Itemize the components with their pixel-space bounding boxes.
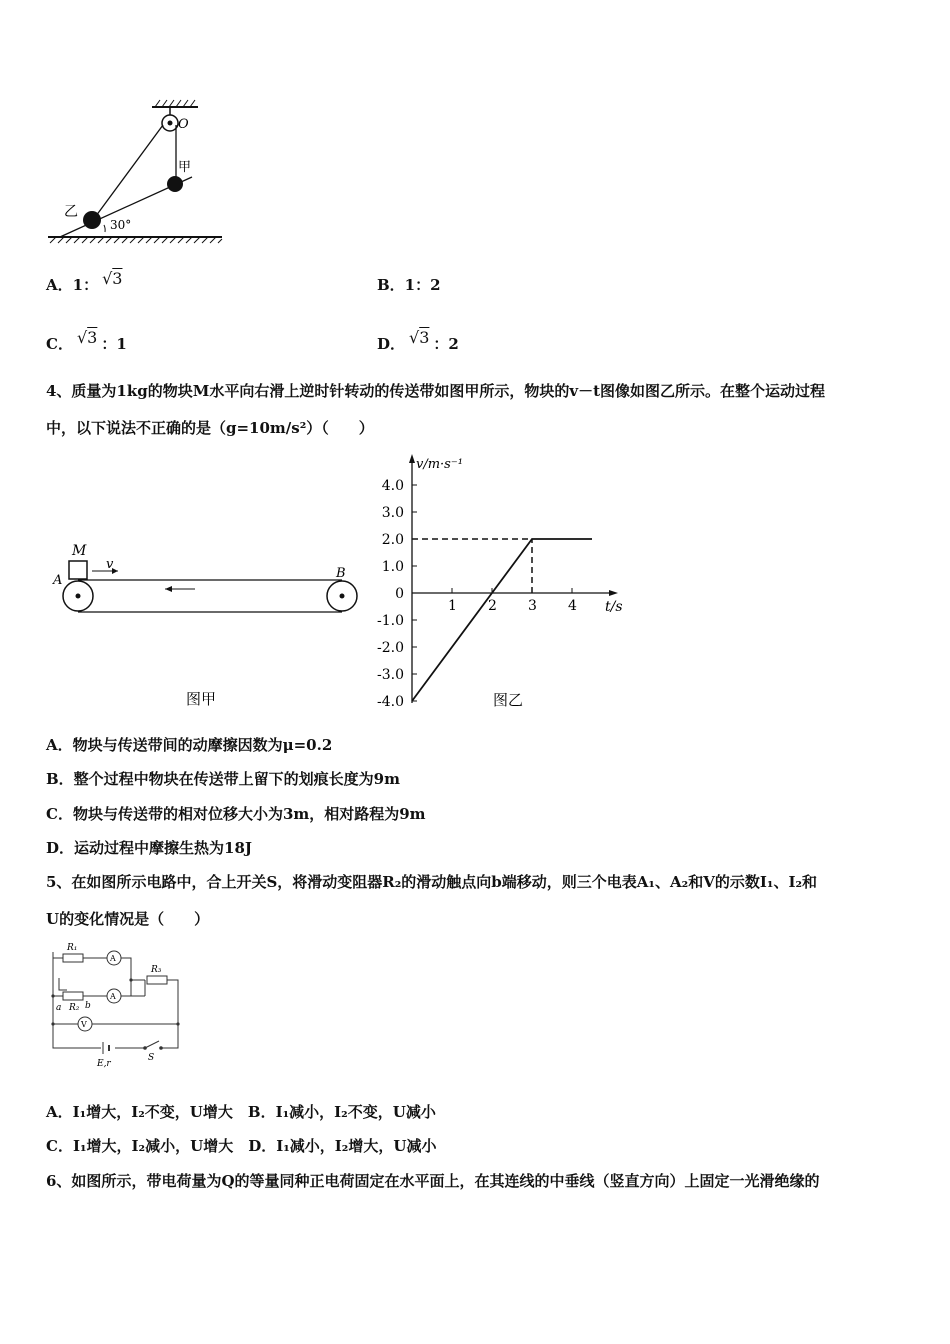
voltmeter-icon: V <box>81 1020 87 1029</box>
q4-stem-line2: 中，以下说法不正确的是（g=10m/s²）（ ） <box>46 419 374 437</box>
label-m: M <box>72 543 87 559</box>
y-axis-label: v/m·s⁻¹ <box>416 457 463 472</box>
label-r1: R₁ <box>67 943 78 953</box>
label-r2: R₂ <box>69 1003 80 1013</box>
q4-stem-line1: 4、质量为1kg的物块M水平向右滑上逆时针转动的传送带如图甲所示，物块的v－t图像如图乙所示。在整个运动过程 <box>46 382 826 400</box>
circuit-figure <box>45 938 190 1070</box>
x-axis-label: t/s <box>605 599 623 615</box>
sqrt-icon: √3 <box>76 328 98 347</box>
label-v: v <box>106 557 114 572</box>
q5-stem-line1: 5、在如图所示电路中，合上开关S，将滑动变阻器R₂的滑动触点向b端移动，则三个电表A₁、A₂和V的示数I₁、I₂和 <box>46 873 818 891</box>
y-tick-label: 3.0 <box>381 505 404 521</box>
q6-stem-line1: 6、如图所示，带电荷量为Q的等量同种正电荷固定在水平面上，在其连线的中垂线（竖直方向）上固定一光滑绝缘的 <box>46 1172 820 1190</box>
label-b: B <box>336 566 346 581</box>
q5-options-row2[interactable]: C．I₁增大，I₂减小，U增大 D．I₁减小，I₂增大，U减小 <box>46 1137 437 1155</box>
x-tick-label: 2 <box>488 598 497 614</box>
q3-option-c[interactable]: C． √3 ：1 <box>46 328 127 353</box>
y-axis-arrow-icon <box>409 454 415 463</box>
y-tick-label: 4.0 <box>381 478 404 494</box>
label-a: A <box>53 573 63 588</box>
label-switch: S <box>148 1053 155 1063</box>
x-tick-label: 3 <box>528 598 537 614</box>
sqrt-icon: √3 <box>409 328 430 347</box>
y-tick-label: 1.0 <box>381 559 404 575</box>
label-yi: 乙 <box>64 204 78 220</box>
y-tick-label: -1.0 <box>377 613 404 629</box>
caption-yi: 图乙 <box>493 691 524 709</box>
pulley-figure <box>40 95 260 250</box>
label-o: O <box>178 117 189 132</box>
label-r3: R₃ <box>151 965 162 975</box>
block-m <box>69 561 87 579</box>
label-jia: 甲 <box>178 160 192 175</box>
q3-option-d[interactable]: D． √3 ：2 <box>377 328 459 353</box>
q5-options-row1[interactable]: A．I₁增大，I₂不变，U增大 B．I₁减小，I₂不变，U减小 <box>46 1103 436 1121</box>
q4-option-d[interactable]: D．运动过程中摩擦生热为18J <box>46 839 252 857</box>
q4-option-b[interactable]: B．整个过程中物块在传送带上留下的划痕长度为9m <box>46 770 400 788</box>
label-a-end: a <box>56 1003 62 1013</box>
label-angle: 30° <box>110 218 132 232</box>
x-tick-label: 1 <box>448 598 457 614</box>
sqrt-icon: √3 <box>102 269 123 288</box>
vt-chart <box>365 448 645 728</box>
conveyor-figure <box>50 535 370 720</box>
y-tick-label: 0 <box>395 586 404 602</box>
ammeter-a1-icon: A <box>110 954 116 963</box>
label-b-end: b <box>85 1001 91 1011</box>
ammeter-a2-icon: A <box>110 992 116 1001</box>
q5-stem-line2: U的变化情况是（ ） <box>46 910 210 928</box>
q4-option-c[interactable]: C．物块与传送带的相对位移大小为3m，相对路程为9m <box>46 805 426 823</box>
x-tick-label: 4 <box>568 598 577 614</box>
y-tick-label: -3.0 <box>377 667 404 683</box>
y-tick-label: -2.0 <box>377 640 404 656</box>
x-axis-arrow-icon <box>609 590 618 596</box>
y-tick-label: -4.0 <box>377 694 404 710</box>
velocity-line <box>412 539 592 701</box>
y-tick-label: 2.0 <box>381 532 404 548</box>
caption-jia: 图甲 <box>186 690 217 708</box>
q3-option-a[interactable]: A．1： √3 <box>46 269 123 294</box>
q4-option-a[interactable]: A．物块与传送带间的动摩擦因数为μ=0.2 <box>46 736 333 754</box>
q3-option-b[interactable]: B．1：2 <box>377 276 441 294</box>
label-source: E,r <box>97 1059 111 1069</box>
